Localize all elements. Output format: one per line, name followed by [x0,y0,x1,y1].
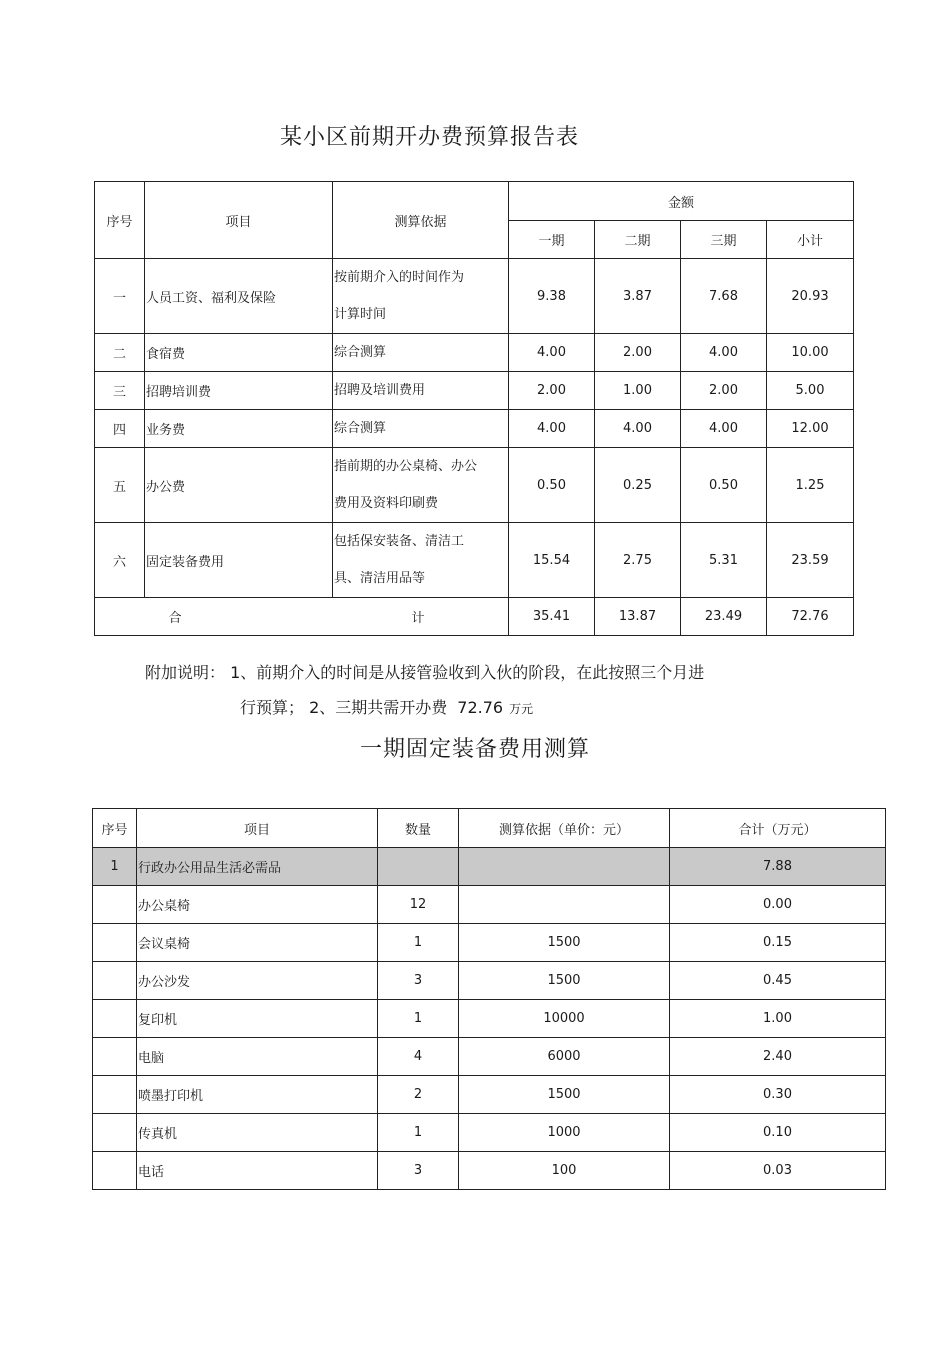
row-total: 0.15 [670,924,886,962]
note-line-2-text: 行预算； 2、三期共需开办费 [240,698,448,717]
header-phase-2: 二期 [595,221,681,259]
basis-line: 指前期的办公桌椅、办公 [334,459,478,474]
row-seq [93,1114,137,1152]
row-qty: 2 [378,1076,459,1114]
row-phase-3: 4.00 [681,334,767,372]
total-phase-3: 23.49 [681,598,767,636]
row-phase-3: 4.00 [681,410,767,448]
row-phase-1: 9.38 [509,259,595,334]
table-row [93,924,886,962]
row-phase-1: 4.00 [509,334,595,372]
row-subtotal: 12.00 [767,410,854,448]
row-basis [333,259,509,334]
row-item: 喷墨打印机 [137,1076,378,1114]
header-phase-3: 三期 [681,221,767,259]
row-item: 业务费 [145,410,333,448]
basis-line: 具、清洁用品等 [334,571,426,586]
row-basis [459,848,670,886]
row-item: 行政办公用品生活必需品 [137,848,378,886]
row-qty: 3 [378,1152,459,1190]
row-seq [93,1076,137,1114]
row-item: 人员工资、福利及保险 [145,259,333,334]
row-qty: 1 [378,1114,459,1152]
row-seq: 六 [95,523,145,598]
row-item: 电话 [137,1152,378,1190]
row-seq: 一 [95,259,145,334]
row-qty: 1 [378,1000,459,1038]
header-item: 项目 [145,182,333,259]
table-row [93,962,886,1000]
row-subtotal: 10.00 [767,334,854,372]
row-seq: 三 [95,372,145,410]
row-phase-1: 15.54 [509,523,595,598]
header-item: 项目 [137,809,378,848]
row-seq: 五 [95,448,145,523]
row-subtotal: 20.93 [767,259,854,334]
total-phase-2: 13.87 [595,598,681,636]
row-seq [93,962,137,1000]
basis-line: 计算时间 [334,307,387,322]
row-phase-2: 2.75 [595,523,681,598]
startup-budget-table [94,181,854,636]
row-phase-3: 0.50 [681,448,767,523]
total-label-b: 计 [411,611,425,626]
row-qty [378,848,459,886]
basis-line: 招聘及培训费用 [334,383,426,398]
header-total: 合计（万元） [670,809,886,848]
table-row [93,1038,886,1076]
header-basis: 测算依据（单价：元） [459,809,670,848]
table-row [95,410,854,448]
row-phase-3: 2.00 [681,372,767,410]
header-seq: 序号 [95,182,145,259]
note-line-1: 附加说明： 1、前期介入的时间是从接管验收到入伙的阶段，在此按照三个月进 [145,663,705,682]
basis-line: 综合测算 [334,345,387,360]
row-basis [333,523,509,598]
row-phase-1: 0.50 [509,448,595,523]
row-subtotal: 1.25 [767,448,854,523]
note-total-value: 72.76 [457,698,504,717]
row-seq [93,1152,137,1190]
header-basis: 测算依据 [333,182,509,259]
row-item: 办公费 [145,448,333,523]
row-phase-1: 2.00 [509,372,595,410]
row-item: 办公桌椅 [137,886,378,924]
table-row [93,886,886,924]
row-qty: 3 [378,962,459,1000]
row-basis: 1500 [459,962,670,1000]
row-seq: 二 [95,334,145,372]
row-total: 2.40 [670,1038,886,1076]
row-basis: 1500 [459,924,670,962]
table-row [95,259,854,334]
budget-report-title: 某小区前期开办费预算报告表 [280,125,580,150]
header-seq: 序号 [93,809,137,848]
row-item: 传真机 [137,1114,378,1152]
basis-line: 费用及资料印刷费 [334,496,439,511]
row-subtotal: 23.59 [767,523,854,598]
row-basis: 100 [459,1152,670,1190]
row-basis [459,886,670,924]
table-row [93,1000,886,1038]
table-row [95,372,854,410]
table-row [95,448,854,523]
header-phase-1: 一期 [509,221,595,259]
row-basis: 6000 [459,1038,670,1076]
row-total: 0.45 [670,962,886,1000]
row-basis [333,372,509,410]
equipment-cost-title: 一期固定装备费用测算 [360,737,591,762]
row-item: 复印机 [137,1000,378,1038]
row-seq [93,924,137,962]
table-row [93,1076,886,1114]
row-phase-1: 4.00 [509,410,595,448]
row-qty: 12 [378,886,459,924]
row-item: 固定装备费用 [145,523,333,598]
row-item: 招聘培训费 [145,372,333,410]
row-phase-2: 2.00 [595,334,681,372]
row-basis [333,410,509,448]
row-item: 办公沙发 [137,962,378,1000]
table-row [95,334,854,372]
row-phase-3: 5.31 [681,523,767,598]
header-amount: 金额 [509,182,854,221]
table-row [93,848,886,886]
row-basis: 10000 [459,1000,670,1038]
total-label-a: 合 [168,611,182,626]
row-seq: 1 [93,848,137,886]
row-phase-2: 1.00 [595,372,681,410]
note-unit: 万元 [509,702,534,716]
header-qty: 数量 [378,809,459,848]
row-basis: 1000 [459,1114,670,1152]
row-total: 1.00 [670,1000,886,1038]
row-phase-3: 7.68 [681,259,767,334]
row-total: 0.03 [670,1152,886,1190]
row-subtotal: 5.00 [767,372,854,410]
table-row [93,1114,886,1152]
row-qty: 1 [378,924,459,962]
row-total: 0.30 [670,1076,886,1114]
row-item: 食宿费 [145,334,333,372]
total-phase-1: 35.41 [509,598,595,636]
row-total: 0.10 [670,1114,886,1152]
total-label [95,598,509,636]
row-item: 会议桌椅 [137,924,378,962]
row-basis [333,334,509,372]
row-basis [333,448,509,523]
row-total: 0.00 [670,886,886,924]
row-basis: 1500 [459,1076,670,1114]
total-subtotal: 72.76 [767,598,854,636]
basis-line: 综合测算 [334,421,387,436]
row-seq: 四 [95,410,145,448]
header-subtotal: 小计 [767,221,854,259]
total-row [95,598,854,636]
row-seq [93,1000,137,1038]
row-qty: 4 [378,1038,459,1076]
equipment-cost-table [92,808,886,1190]
table-row [93,1152,886,1190]
note-line-2 [240,695,533,718]
row-seq [93,1038,137,1076]
table-row [95,523,854,598]
row-total: 7.88 [670,848,886,886]
row-seq [93,886,137,924]
row-item: 电脑 [137,1038,378,1076]
row-phase-2: 4.00 [595,410,681,448]
basis-line: 按前期介入的时间作为 [334,270,465,285]
basis-line: 包括保安装备、清洁工 [334,534,465,549]
row-phase-2: 0.25 [595,448,681,523]
row-phase-2: 3.87 [595,259,681,334]
